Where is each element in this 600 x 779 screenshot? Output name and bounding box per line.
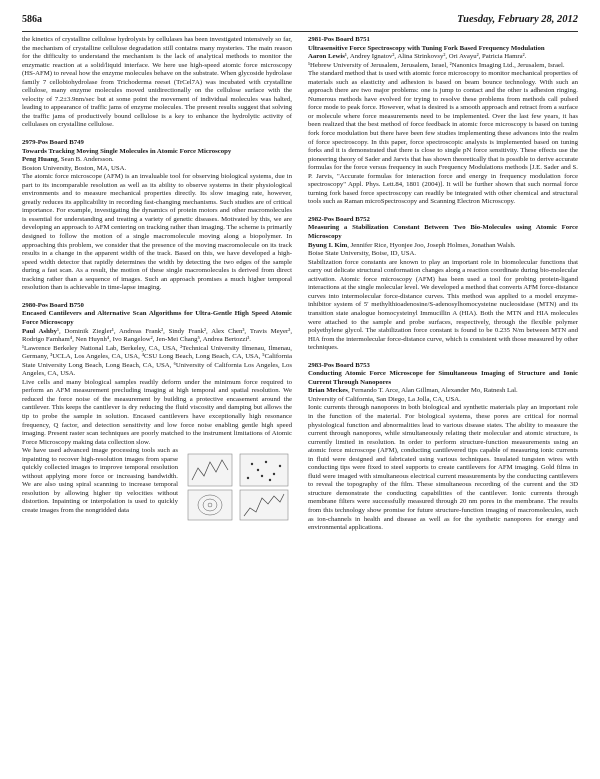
- abstract-2981: [308, 36, 578, 207]
- abstract-figure: [184, 450, 292, 524]
- header-rule: [22, 31, 578, 32]
- co-authors: , Fernando T. Arce, Alan Gillman, Alexander Mo, Ratnesh Lal.: [347, 387, 518, 395]
- abstract-authors: [308, 387, 578, 396]
- abstract-title: Towards Tracking Moving Single Molecules in Atomic Force Microscopy: [22, 147, 232, 155]
- presenting-author: Byung I. Kim: [308, 241, 348, 249]
- abstract-id: 2981-Pos Board B751: [308, 36, 370, 43]
- abstract-2980: [22, 302, 292, 516]
- figure-panel-c: [188, 490, 232, 520]
- presenting-author: Paul Ashby: [22, 327, 57, 335]
- abstract-authors: [22, 328, 292, 345]
- abstract-body: Stabilization force constants are known to play an important role in biomolecular functions that carry out delicate structural conformation changes along a reaction coordinate during bio-molecular activation. Atomic force microscopy (AFM) has been used a tool for probing protein-ligand interactions at the single molecular level. We developed a method that converts AFM force-distance curves into intermolecular force-distance curves. This method was applied to a model enzyme-inhibitor system of 5' methylthioadenosine/S-adenosylhomocysteine nucleosidase (MTN) and its transition state analogue homocysteinyl Immucillin A (HIA). Both the MTN and HIA molecules were attached to the sample and probe surfaces, respectively, through the flexible polymer polyethylene glycol. The stabilization force constant is found to be 0.235 N/m between MTN and HIA from the intermolecular force-distance curve, which is consistent with those measured by other techniques.: [308, 258, 578, 352]
- presenting-author: Peng Huang: [22, 156, 58, 164]
- co-authors: , Sean B. Andersson.: [57, 156, 114, 164]
- co-authors: ¹, Andrey Ignatov², Alina Strinkovsy², Ori Avayu², Patricia Hamra².: [344, 53, 527, 61]
- page-number: 586a: [22, 14, 42, 25]
- abstract-authors: [308, 242, 578, 251]
- presenting-author: Aaron Lewis: [308, 53, 345, 61]
- co-authors: ¹, Dominik Ziegler¹, Andreas Frank², Sindy Frank², Alex Chen³, Travis Meyer³, Rodrigo Farnham⁴, Nen Huynh⁴, Ivo Rangelow², Jen-Mei Chang⁵, Andrea Bertozzi³.: [22, 327, 293, 344]
- abstract-affiliation: University of California, San Diego, La Jolla, CA, USA.: [308, 395, 461, 403]
- right-column: [308, 36, 578, 533]
- abstract-id: 2980-Pos Board B750: [22, 301, 84, 309]
- abstract-2983: [308, 362, 578, 533]
- continued-abstract-text: the kinetics of crystalline cellulose hydrolysis by cellulases has been investigated intensively so far, the mechanism of crystalline cellulose degradation still contains many mysteries. The main reason for the difficulty to understand the mechanism is the lack of analytical methods to monitor the enzymatic reaction at a solid/liquid interface. We here use high-speed atomic force microscopy (HS-AFM) to reveal how the enzyme molecules behave on the substrate. When glycoside hydrolase family 7 cellobiohydrolase from Trichoderma reesei (TrCel7A) was incubated with crystalline cellulose, many enzyme molecules moved unidirectionally on the cellulose surface with the velocity of 7.2±3.9nm/sec but at some point the movement of individual molecules was halted, leading to appearance of traffic jams of enzyme molecules. The present results suggest that solving the traffic jams of productively bound cellulose is a key to enhance the hydrolytic activity of cellulases on crystalline cellulose.: [22, 36, 292, 129]
- page-header: [22, 14, 578, 30]
- abstract-body-continued: We have used advanced image processing tools such as inpainting to recover high-resolution images from sparse quickly collected images to improve temporal resolution without applying more force or increasing bandwidth. We are also using spiral scanning to increase temporal resolution by allowing higher tip velocities without distortion. Inpainting or interpolation is used to quickly create images from the nongridded data: [22, 447, 178, 514]
- abstract-affiliation: Boston University, Boston, MA, USA.: [22, 164, 127, 172]
- presenting-author: Brian Meckes: [308, 387, 348, 395]
- abstract-body: Live cells and many biological samples readily deform under the minimum force required to perform an AFM measurement precluding imaging at high temporal and spatial resolution. We reduced the force noise of the measurement by building a protective encasement around the cantilever. This keeps the cantilever is dry reducing the fluid viscosity and damping but allows the tip to probe the sample in solution. Encased cantilevers have exceptionally high resonance frequency, Q factor, and detection sensitivity and low force noise enabling gentle high speed imaging. Present raster scan techniques are poorly matched to the instrument limitations of Atomic Force Microscopy making data collection slow.: [22, 378, 292, 446]
- abstract-affiliation: ¹Lawrence Berkeley National Lab, Berkeley, CA, USA, ²Technical University Ilmenau, Ilmenau, Germany, ³UCLA, Los Angeles, CA, USA, ⁴CSU Long Beach, Long Beach, CA, USA, ⁵California State University Long Beach, Long Beach, CA, USA, ⁶University of California Los Angeles, Los Angeles, CA, USA.: [22, 344, 292, 378]
- figure-panel-a: [188, 454, 232, 486]
- abstract-title: Conducting Atomic Force Microscope for Simultaneous Imaging of Structure and Ionic Current Through Nanopores: [308, 370, 578, 386]
- abstract-id: 2979-Pos Board B749: [22, 139, 84, 147]
- abstract-authors: [308, 53, 578, 62]
- abstract-2979: [22, 139, 292, 293]
- abstract-body: Ionic currents through nanopores in both biological and synthetic materials play an important role in the function of the material. For biological systems, these pores are critical for normal physiological function and abnormalities lead to various disease states. The ability to measure the current through nanopores, while simultaneously relating their molecular and atomic structure, is currently limited in resolution. In order to perform structure-function measurements using an atomic force microscope (AFM), conducting cantilevered tips capable of measuring ionic currents in fluid were designed and fabricated using various techniques. Insulated tungsten wires with conducting tips were fixed to steel supports to create cantilevers for AFM imaging. Gold films in fluid were imaged with simultaneous electrical current measurements by the conducting cantilevers to reveal the topography of the film. These simultaneous recording of the current and the 3D structure demonstrate the conducting capabilities of the cantilever. Ionic currents through membrane filters were successfully measured through 20 nm pores in the membrane. The results from this technology show promise for future structure-function imaging of macromolecules, such as ion-channels in health and disease as well as for the synthetic nanopores for energy and environmental applications.: [308, 404, 578, 532]
- abstract-body: The atomic force microscope (AFM) is an invaluable tool for observing biological systems, due in part to its incomparable resolution as well as its ability to observe systems in their physiological environments and to measure mechanical properties directly. Its slow imaging rate, however, greatly reduces its applicability in recording fast-changing mechanisms. Such studies are of critical importance. For example, investigating the dynamics of protein motors and other macromolecules is essential for understanding and treating a variety of genetic diseases. Motivated by this, we are developing an approach to AFM centering on tracking rather than imaging. The scheme is primarily designed to follow the motion of a single macromolecule moving along a biopolymer. In approaching this problem, we consider that the presence of the moving macromolecule on its track results in a change in the apparent width of the track. Based on this, we have developed a high-speed width detector that rapidly determines the width by detecting the two edges of the sample during a fast scan. As a result, the motion of these single macromolecules is derived from direct tracking rather than a sequence of images. Such an approach promises a much higher temporal resolution than is achievable in time-lapse imaging.: [22, 173, 292, 292]
- session-date: Tuesday, February 28, 2012: [457, 14, 578, 25]
- figure-panel-d: [240, 490, 288, 520]
- abstract-affiliation: Boise State University, Boise, ID, USA.: [308, 250, 417, 258]
- abstract-title: Ultrasensitive Force Spectroscopy with Tuning Fork Based Frequency Modulation: [308, 44, 545, 52]
- abstract-2982: [308, 216, 578, 353]
- abstract-body: The standard method that is used with atomic force microscopy to monitor mechanical properties of materials such as elasticity and adhesion is based on beam bounce technology. With such an approach there are two major problems: one is jump to contact and the other is adhesion ringing. Numerous methods have evolved for trying to resolve these problems from methods call pulsed force mode to peak force. However, what is desired is a smooth approach and retract from a surface or molecule where force measurements need to be implemented. Over the last few years, it has been realized that the best method of force feedback in atomic force microscopy is based on tuning fork force modulation but there have been few studies implementing these advances into the realm of force spectroscopy. In this paper, force spectroscopic analysis is implemented based on tuning forks and it is demonstrated that there is close to single pN force sensitivity. These effects use the pioneering theory of Sader and Jarvis that has shown theoretically that is possible to derive accurate formulas for the force versus frequency in such Frequency Modulations methods [J.E. Sader and S. P. Jarvis, "Accurate formulas for interaction force and energy in frequency modulation force spectroscopy" Appl. Phys. Lett.84, 1801 (2004)]. It will be further shown that such normal force turning fork based force spectroscopy can readily be integrated with other chemical and structural tools such as Raman microSpectroscopy and Scanning Electron Microscopy.: [308, 70, 578, 206]
- abstract-authors: [22, 156, 292, 165]
- left-column: [22, 36, 292, 526]
- figure-panel-b: [240, 454, 288, 486]
- abstract-id: 2983-Pos Board B753: [308, 361, 370, 369]
- abstract-title: Measuring a Stabilization Constant Between Two Bio-Molecules using Atomic Force Microscopy: [308, 224, 578, 241]
- abstract-id: 2982-Pos Board B752: [308, 215, 370, 223]
- abstract-title: Encased Cantilevers and Alternative Scan Algorithms for Ultra-Gentle High Speed Atomic Force Microscopy: [22, 310, 292, 326]
- co-authors: , Jennifer Rice, Hyonjee Joo, Joseph Holmes, Jonathan Walsh.: [347, 241, 516, 249]
- abstract-affiliation: ¹Hebrew University of Jerusalem, Jerusalem, Israel, ²Nanonics Imaging Ltd., Jerusalem, Israel.: [308, 61, 565, 69]
- scan-figure-image: [184, 450, 292, 524]
